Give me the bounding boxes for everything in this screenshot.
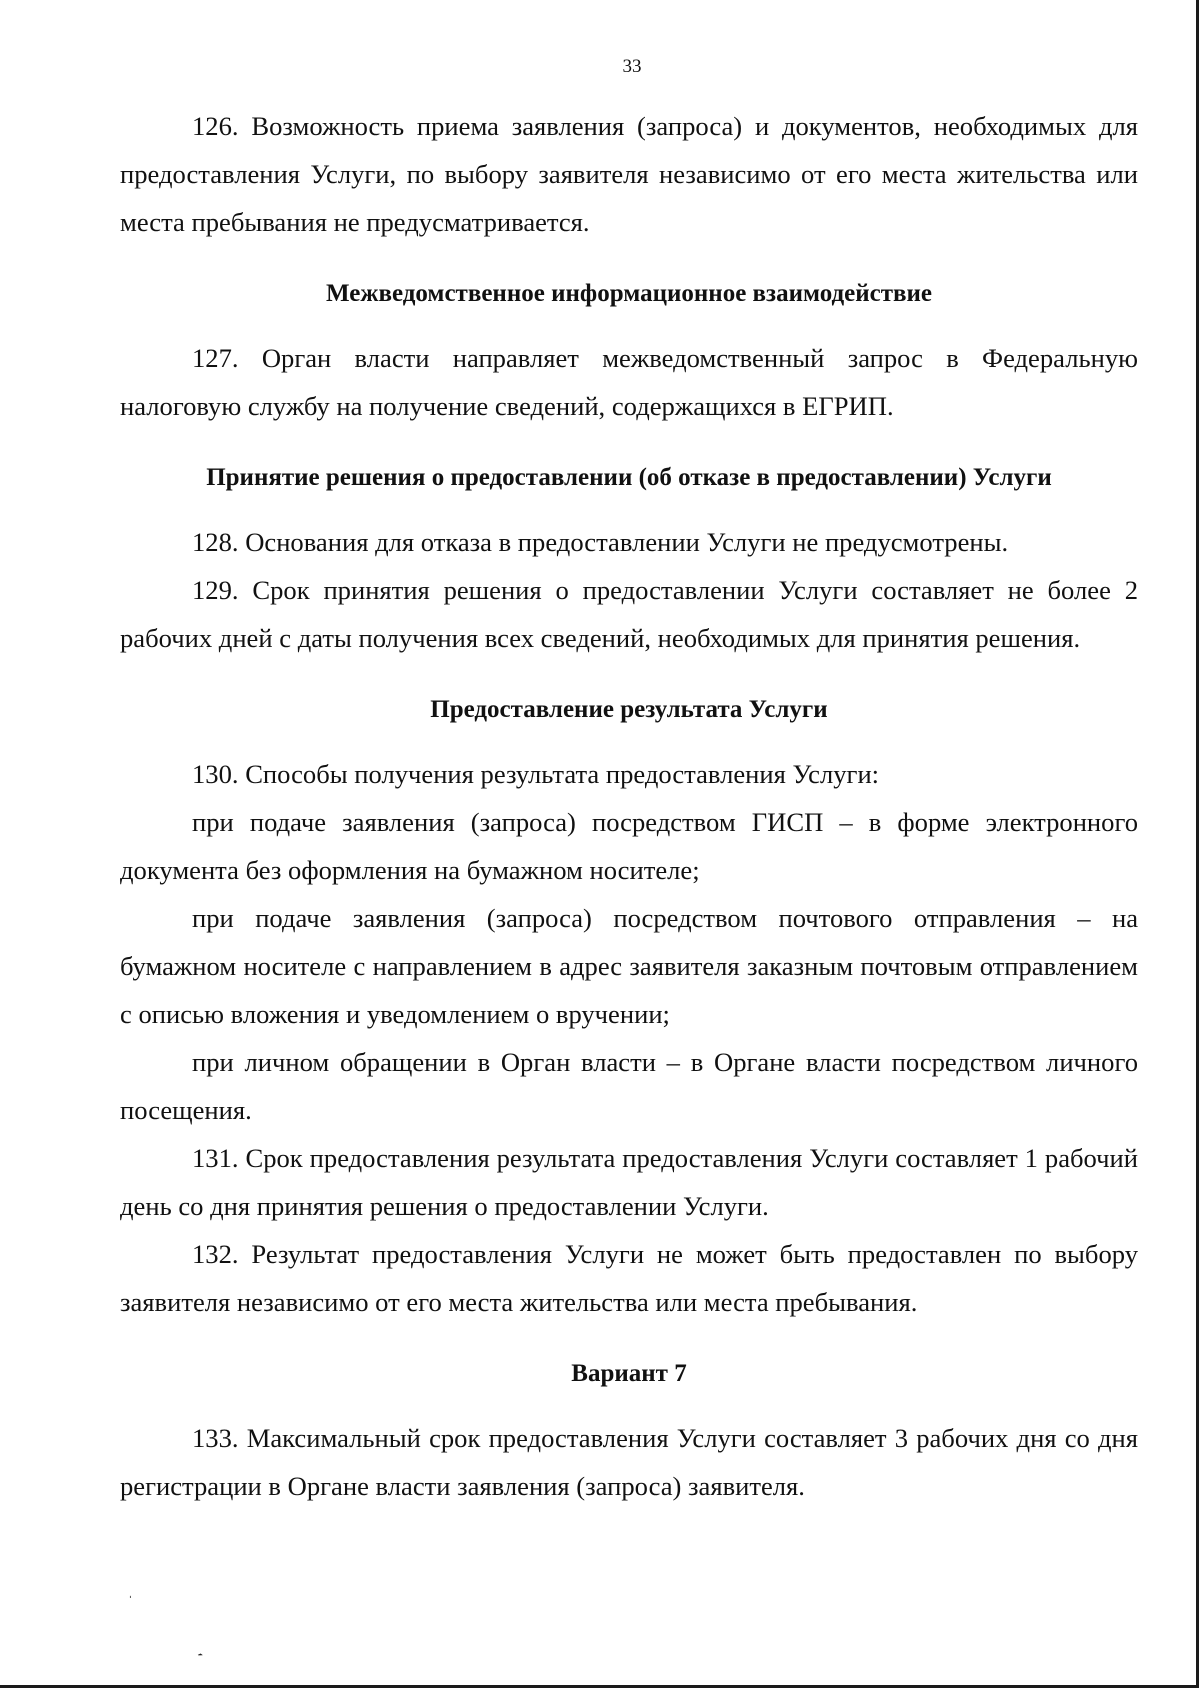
section-heading-variant-7: Вариант 7 — [571, 1360, 687, 1387]
section-heading-interagency: Межведомственное информационное взаимодействие — [326, 280, 932, 307]
section-heading-decision: Принятие решения о предоставлении (об отказе в предоставлении) Услуги — [206, 464, 1052, 491]
scan-stroke-mark: ˏ — [197, 1638, 214, 1659]
paragraph-131: 131. Срок предоставления результата предоставления Услуги составляет 1 рабочий день со дня принятия решения о предоставлении Услуги. — [120, 1143, 1138, 1221]
paragraph-127: 127. Орган власти направляет межведомственный запрос в Федеральную налоговую службу на получение сведений, содержащихся в ЕГРИП. — [120, 343, 1138, 421]
paragraph-130-gisp: при подаче заявления (запроса) посредством ГИСП – в форме электронного документа без оформления на бумажном носителе; — [120, 807, 1138, 885]
section-heading-result: Предоставление результата Услуги — [430, 696, 828, 723]
scan-speck-mark: ˌ — [128, 1584, 133, 1599]
paragraph-130-personal: при личном обращении в Орган власти – в Органе власти посредством личного посещения. — [120, 1047, 1138, 1125]
paragraph-126: 126. Возможность приема заявления (запроса) и документов, необходимых для предоставления Услуги, по выбору заявителя независимо от его места жительства или места пребывания не предусматривается. — [120, 111, 1138, 237]
paragraph-132: 132. Результат предоставления Услуги не может быть предоставлен по выбору заявителя независимо от его места жительства или места пребывания. — [120, 1239, 1138, 1317]
paragraph-130: 130. Способы получения результата предоставления Услуги: — [192, 759, 880, 789]
paragraph-128: 128. Основания для отказа в предоставлении Услуги не предусмотрены. — [192, 527, 1009, 557]
page-number: 33 — [622, 56, 642, 77]
paragraph-133: 133. Максимальный срок предоставления Услуги составляет 3 рабочих дня со дня регистрации в Органе власти заявления (запроса) заявителя. — [120, 1423, 1138, 1501]
paragraph-129: 129. Срок принятия решения о предоставлении Услуги составляет не более 2 рабочих дней с даты получения всех сведений, необходимых для принятия решения. — [120, 575, 1138, 653]
document-body — [120, 102, 1138, 1510]
paragraph-130-post: при подаче заявления (запроса) посредством почтового отправления – на бумажном носителе с направлением в адрес заявителя заказным почтовым отправлением с описью вложения и уведомлением о вручении; — [120, 903, 1138, 1029]
